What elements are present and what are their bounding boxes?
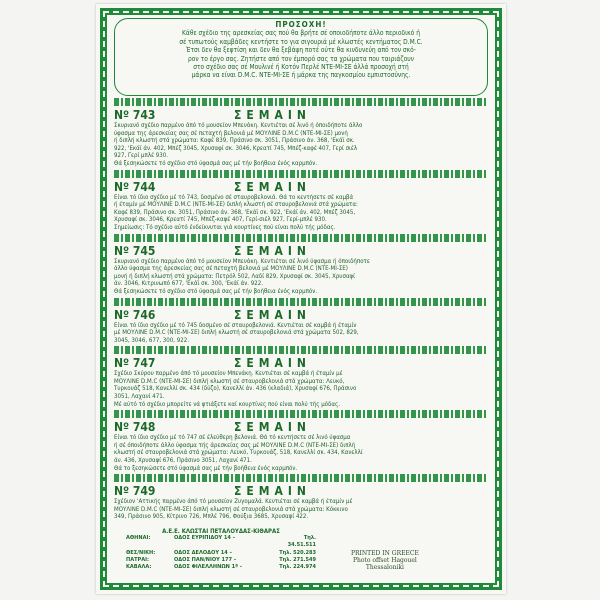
warning-title: ΠΡΟΣΟΧΗ! xyxy=(275,20,327,29)
section-title: ΣΕΜΑΙΝ xyxy=(234,484,311,499)
warning-line: σέ τυπωτούς καμβάδες κεντήστε το για σιγουριά μέ κλωστές κεντήματος D.M.C. xyxy=(179,37,423,46)
section-743 xyxy=(114,108,488,168)
section-number: Nº 743 xyxy=(114,108,156,122)
meander-divider xyxy=(114,234,488,242)
section-line: Σχέδιο Σκύρου παρμένο άπό τό μουσείον Μπενάκη. Κεντιέται σέ καμβά ή έταμίν μέ xyxy=(114,370,343,378)
section-line: Μέ αύτό τό σχέδιο μπορείτε νά φτιάξετε καί κουρτίνες πού είναι πολύ τής μόδας. xyxy=(114,400,340,408)
printed-line: Thessaloniki xyxy=(365,564,404,572)
section-title: ΣΕΜΑΙΝ xyxy=(234,420,311,435)
printed-line: PRINTED IN GREECE xyxy=(351,550,419,557)
section-747 xyxy=(114,356,488,408)
section-line: Χρυσαφί σκ. 3046, Κρεατί 745, Μπέζ-καφέ 407, Γερί-σιέλ 927, Γερί-μπλέ 930. xyxy=(114,216,327,224)
office-city: ΘΕΣ/ΝΙΚΗ: xyxy=(126,549,156,556)
warning-line: Κάθε σχέδιο της αρεσκείας σας πού θα βρήτε σέ οποιοδήποτε άλλο περιοδικό ή xyxy=(182,29,420,38)
section-line: Είναι τό ίδιο σχέδιο μέ τό 745 δοσμένο σέ σταυροβελονιά. Κεντιέται σέ καμβά ή έταμίν xyxy=(114,321,357,329)
section-line: Σχέδιον 'Αττικής παρμένο άπό τό μουσείον Ζυγομαλά. Κεντιέται σέ καμβά ή έταμίν μέ xyxy=(114,498,353,506)
section-line: ΜΟΥΛΙΝΕ D.M.C (ΝΤΕ-ΜΙ-ΣΕ) διπλή κλωστή σέ σταυροβελονιά στά χρώματα: Λευκό, xyxy=(114,377,345,385)
section-line: Τυρκουάζ 518, Κανελλί σκ. 434 (δύζο), Κανελλί άν. 436 (κλαδιά), Χρυσαφί 676, Πράσινο xyxy=(114,385,357,393)
section-line: Σκυριανό σχέδιο παρμένο άπό τό μουσείον Μπενάκη. Κεντιέται σέ λινό ύφασμα ή όποιδήποτε xyxy=(114,257,370,265)
section-line: Είναι τό ίδιο σχέδιο μέ τό 747 σέ έλεύθερη βελονιά. Θά τό κεντήσετε σέ λινό ύφασμα xyxy=(114,434,351,442)
section-number: Nº 744 xyxy=(114,179,156,194)
meander-divider xyxy=(114,410,488,418)
section-number: Nº 749 xyxy=(114,484,156,499)
warning-line: μάρκα να είναι D.M.C. ΝΤΕ-ΜΙ-ΣΕ ή μάρκα της παγκοσμίου εμπιστοσύνης. xyxy=(191,71,411,80)
office-city: ΠΑΤΡΑΙ: xyxy=(126,556,150,563)
meander-divider xyxy=(114,298,488,306)
section-title: ΣΕΜΑΙΝ xyxy=(234,243,311,258)
content xyxy=(114,18,488,521)
meander-divider xyxy=(114,98,488,106)
section-line: Είναι τό ίδιο σχέδιο μέ τό 743, δοσμένο σέ σταυροβελονιά. Θά το κεντήσετε σέ καμβά xyxy=(114,193,354,201)
warning-line: ρον το έργο σας. Ζητήστε από τον έμπορό σας τα χρώματα που ταιριάζουν xyxy=(188,54,414,63)
section-745 xyxy=(114,244,488,296)
section-line: μέ ΜΟΥΛΙΝΕ D.M.C (ΝΤΕ-ΜΙ-ΣΕ) διπλή κλωστή σέ σταυροβελονιά στά χρώματα 502, 829, xyxy=(114,329,359,337)
section-title: ΣΕΜΑΙΝ xyxy=(234,307,311,322)
section-line: κλωστή σέ σταυροβελονιά στά χρώματα: Λευκό, Τυρκουάζ, 518, Κανελλί σκ. 434, Κανελλί xyxy=(114,449,363,457)
section-number: Nº 748 xyxy=(114,420,156,435)
office-phone: Τηλ. 34.51.511 xyxy=(287,535,316,549)
company-name: Α.Ε.Ε. ΚΛΩΣΤΑΙ ΠΕΤΑΛΟΥΔΑΣ-ΚΙΘΑΡΑΣ xyxy=(162,528,280,535)
section-line: άλλο ύφασμα της άρεσκείας σας σέ πεταχτή βελονιά μέ ΜΟΥΛΙΝΕ D.M.C (ΝΤΕ-ΜΙ-ΣΕ) xyxy=(114,265,348,273)
section-749 xyxy=(114,484,488,521)
printer-credit xyxy=(351,550,419,572)
office-address: ΟΔΟΣ ΔΕΛΟΔΟΥ 14 – xyxy=(174,549,232,556)
section-title: ΣΕΜΑΙΝ xyxy=(234,356,311,371)
section-line: μονή ή διπλή κλωστή στά χρώματα: Πετρόλ 502, Λαδί 829, Χρυσαφί σκ. 3045, Χρυσαφί xyxy=(114,272,356,280)
office-row xyxy=(126,564,316,571)
meander-divider xyxy=(114,170,488,178)
section-line: ΜΟΥΛΙΝΕ D.M.C (ΝΤΕ-ΜΙ-ΣΕ) διπλή κλωστή σέ σταυροβελονιά στά χρώματα: Κόκκινο xyxy=(114,505,348,513)
office-address: ΟΔΟΣ ΕΥΡΙΠΙΔΟΥ 14 – xyxy=(174,535,236,542)
section-line: ή σέ όποιδήποτε άλλο ύφασμα τής άρεσκείας σας μέ ΜΟΥΛΙΝΕ D.M.C (ΝΤΕ-ΜΙ-ΣΕ) διπλή xyxy=(114,441,356,449)
warning-box xyxy=(114,18,488,96)
section-line: 3045, 3046, 677, 300, 922. xyxy=(114,336,189,344)
office-address: ΟΔΟΣ ΦΙΛΕΛΛΗΝΩΝ 1ª – xyxy=(174,564,243,571)
office-city: ΑΘΗΝΑΙ: xyxy=(126,535,151,542)
office-row xyxy=(126,535,316,549)
section-title: ΣΕΜΑΙΝ xyxy=(234,108,311,122)
section-line: Θά ξεσηκώσετε τό σχέδιο στό ύφασμά σας μέ τήν βοήθεια ένός καρμπόν. xyxy=(114,159,318,167)
section-title: ΣΕΜΑΙΝ xyxy=(234,179,311,194)
section-number: Nº 746 xyxy=(114,307,156,322)
section-line: ή έταμίν μέ ΜΟΥΛΙΝΕ D.M.C (ΝΤΕ-ΜΙ-ΣΕ) διπλή κλωστή σέ σταυροβελονιά στά χρώματα: xyxy=(114,201,358,209)
section-number: Nº 745 xyxy=(114,243,156,258)
office-row xyxy=(126,557,316,564)
section-746 xyxy=(114,308,488,345)
section-line: ή διπλή κλωστή στά χρώματα: Καφέ 839, Πράσινο σκ. 3051, Πράσινο άν. 368, 'Εκάϊ σκ. xyxy=(114,137,355,145)
section-748 xyxy=(114,420,488,472)
office-phone: Τηλ. 520.283 xyxy=(279,549,316,556)
section-line: 3051, Λαχανί 471. xyxy=(114,393,165,401)
section-line: 927, Γερί μπλέ 930. xyxy=(114,152,168,160)
office-row xyxy=(126,550,316,557)
meander-divider xyxy=(114,474,488,482)
footer xyxy=(126,528,476,588)
warning-line: Έτσι δεν θα ξεφτίση και δεν θα ξεβάψη ποτέ ούτε θα κινδυνεύη από τον σκό- xyxy=(186,46,416,55)
pattern-sheet xyxy=(96,4,506,594)
office-phone: Τηλ. 224.974 xyxy=(279,564,316,571)
section-line: Σκυριανό σχέδιο παρμένο άπό τό μουσείον Μπενάκη. Κεντιέται σέ λινό ή όποιδήποτε άλλο xyxy=(114,122,363,129)
section-line: ύφασμα της άρεσκείας σας σέ πεταχτή βελονιά μέ ΜΟΥΛΙΝΕ D.M.C (ΝΤΕ-ΜΙ-ΣΕ) μονή xyxy=(114,129,348,137)
section-line: Θά το ξεσηκώσετε στό ύφασμά σας μέ τήν βοήθεια ένός καρμπόν. xyxy=(114,464,298,472)
warning-line: στο σχέδιο σας σέ Μουλινέ ή Κοτόν Περλέ ΝΤΕ-ΜΙ-ΣΕ άλλά προσοχή στή xyxy=(193,63,409,72)
section-line: Σημείωσις: Τό σχέδιο αύτό ένδείκνυται γιά κουρτίνες πού είναι πολύ τής μόδας. xyxy=(114,223,336,231)
meander-divider xyxy=(114,346,488,354)
section-line: 349, Πράσινο 905, Κίτρινο 726, Μπλέ 796, Φούξια 3685, Χρυσαφί 422. xyxy=(114,513,309,521)
section-744 xyxy=(114,180,488,232)
printed-line: Photo offset Hagouel xyxy=(352,557,417,565)
section-line: Καφέ 839, Πράσινο σκ. 3051, Πράσινο άν. 368, 'Εκάϊ σκ. 922, 'Εκάϊ άν. 402, Μπέζ 3045, xyxy=(114,208,356,216)
section-number: Nº 747 xyxy=(114,356,156,371)
section-line: άν. 3046, Κιτρινωπό 677, 'Εκάϊ σκ. 300, 'Εκάϊ άν. 922. xyxy=(114,280,263,288)
section-line: άν. 436, Χρυσαφί 676, Πράσινο 3051, Λαχανί 471. xyxy=(114,457,252,465)
office-phone: Τηλ. 271.549 xyxy=(279,556,316,563)
office-city: ΚΑΒΑΛΑ: xyxy=(126,564,152,571)
office-address: ΟΔΟΣ ΠΑΝ/ΝΙΟΥ 177 – xyxy=(174,556,237,563)
section-line: Θά ξεσηκώσετε τό σχέδιο στό ύφασμά σας μέ τήν βοήθεια ένός καρμπόν. xyxy=(114,287,318,295)
section-line: 922, 'Εκάϊ άν. 402, Μπέζ 3045, Χρυσαφί σκ. 3046, Κρεατί 745, Μπέζ-καφέ 407, Γερί σιέλ xyxy=(114,144,358,152)
company-addresses xyxy=(126,528,316,571)
